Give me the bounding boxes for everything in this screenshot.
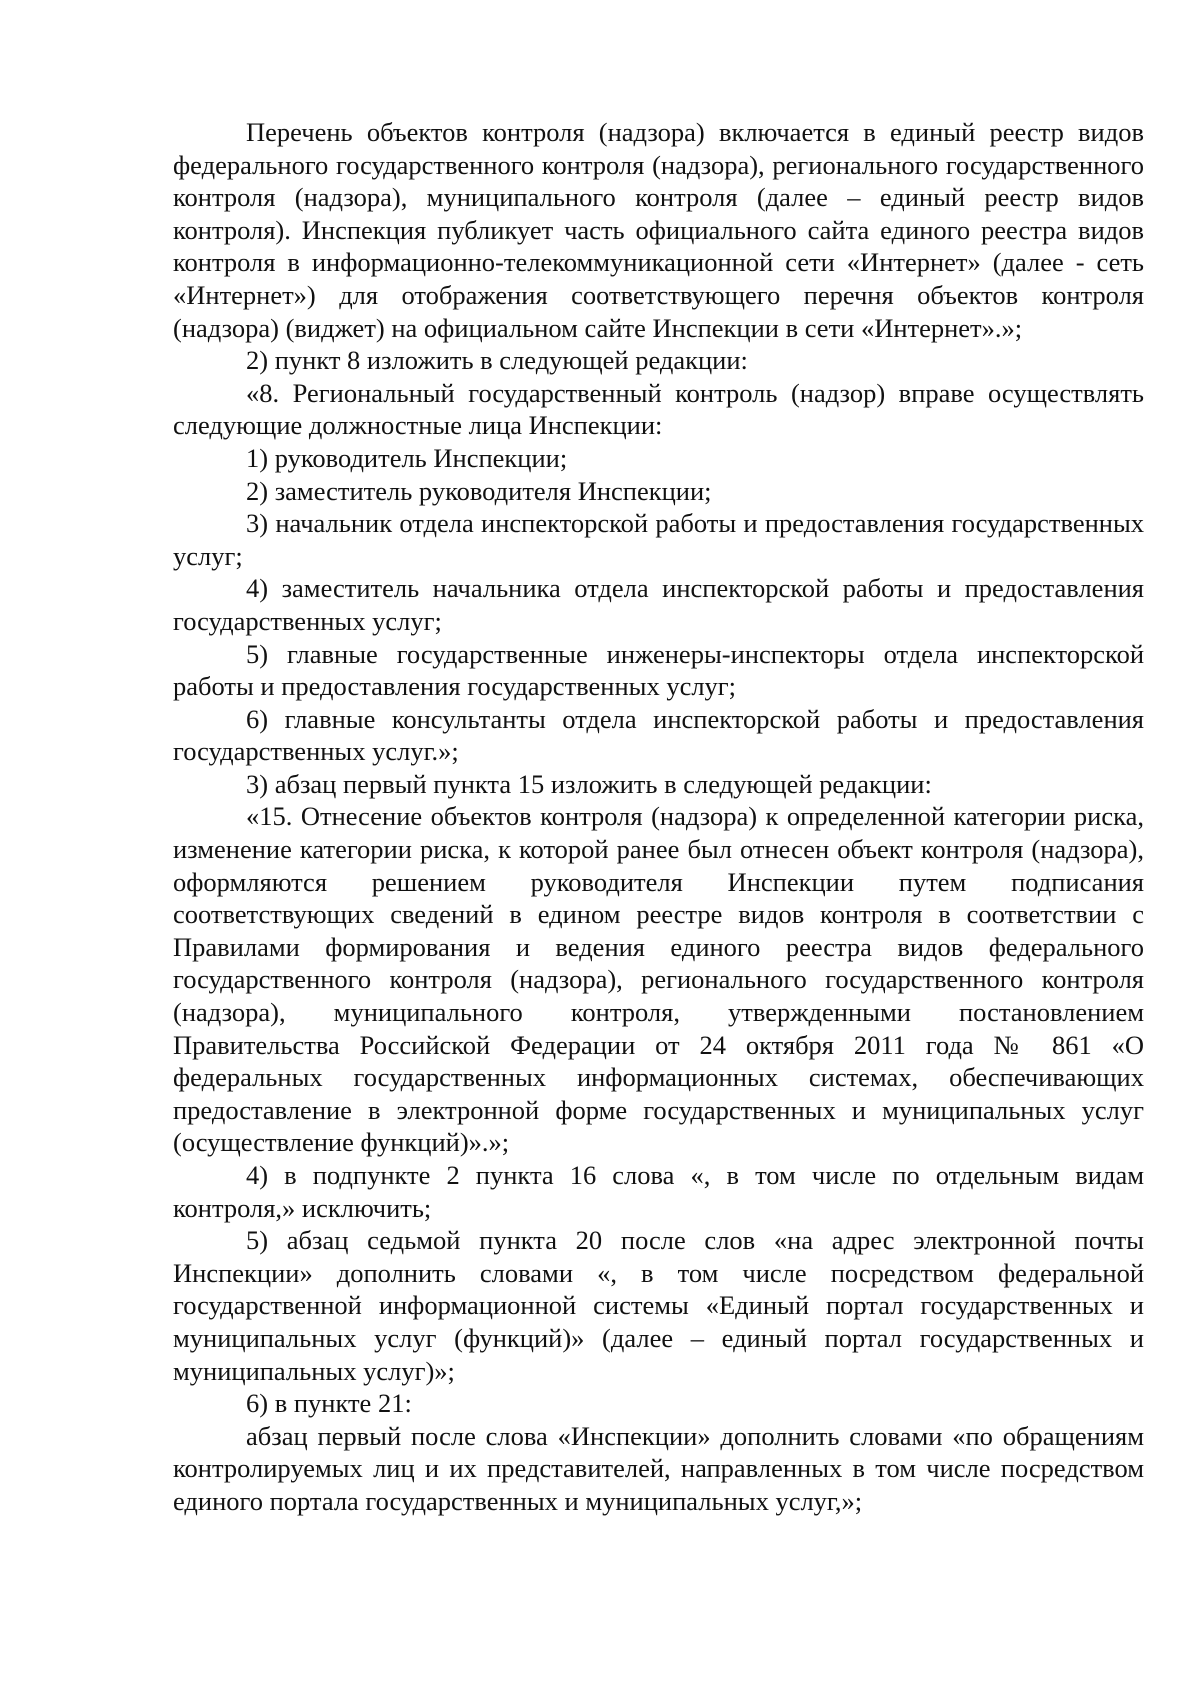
paragraph-official-2: 2) заместитель руководителя Инспекции; <box>246 475 712 506</box>
paragraph-objects-list: Перечень объектов контроля (надзора) включается в единый реестр видов федерального государственного контроля (надзора), регионального государственного контроля (надзора), муниципального контроля (далее – единый реестр видов контроля). Инспекция публикует часть официального сайта единого реестра видов контроля в информационно-телекоммуникационной сети «Интернет» (далее - сеть «Интернет») для отображения соответствующего перечня объектов контроля (надзора) (виджет) на официальном сайте Инспекции в сети «Интернет».»; <box>173 117 1144 343</box>
paragraph-item-8-intro: 2) пункт 8 изложить в следующей редакции: <box>246 345 748 376</box>
document-page <box>173 116 1144 1518</box>
paragraph-item-15-text: «15. Отнесение объектов контроля (надзора) к определенной категории риска, изменение категории риска, к которой ранее был отнесен объект контроля (надзора), оформляются решением руководителя Инспекции путем подписания соответствующих сведений в едином реестре видов контроля в соответствии с Правилами формирования и ведения единого реестра видов федерального государственного контроля (надзора), регионального государственного контроля (надзора), муниципального контроля, утвержденными постановлением Правительства Российской Федерации от 24 октября 2011 года № 861 «О федеральных государственных информационных системах, обеспечивающих предоставление в электронной форме государственных и муниципальных услуг (осуществление функций)».»; <box>173 801 1144 1158</box>
paragraph-item-21-intro: 6) в пункте 21: <box>246 1388 412 1419</box>
paragraph-official-4: 4) заместитель начальника отдела инспекторской работы и предоставления государственных услуг; <box>173 573 1144 636</box>
paragraph-item-15-intro: 3) абзац первый пункта 15 изложить в следующей редакции: <box>246 768 932 799</box>
paragraph-official-5: 5) главные государственные инженеры-инспекторы отдела инспекторской работы и предоставления государственных услуг; <box>173 638 1144 702</box>
paragraph-item-8-text: «8. Региональный государственный контроль (надзор) вправе осуществлять следующие должностные лица Инспекции: <box>173 377 1144 441</box>
paragraph-official-3: 3) начальник отдела инспекторской работы и предоставления государственных услуг; <box>173 508 1144 571</box>
paragraph-item-16: 4) в подпункте 2 пункта 16 слова «, в том числе по отдельным видам контроля,» исключить; <box>173 1160 1144 1223</box>
paragraph-official-1: 1) руководитель Инспекции; <box>246 442 568 473</box>
paragraph-item-20: 5) абзац седьмой пункта 20 после слов «на адрес электронной почты Инспекции» дополнить словами «, в том числе посредством федеральной государственной информационной системы «Единый портал государственных и муниципальных услуг (функций)» (далее – единый портал государственных и муниципальных услуг)»; <box>173 1225 1144 1386</box>
paragraph-official-6: 6) главные консультанты отдела инспекторской работы и предоставления государственных услуг.»; <box>173 703 1144 767</box>
paragraph-item-21-text: абзац первый после слова «Инспекции» дополнить словами «по обращениям контролируемых лиц и их представителей, направленных в том числе посредством единого портала государственных и муниципальных услуг,»; <box>173 1420 1144 1516</box>
